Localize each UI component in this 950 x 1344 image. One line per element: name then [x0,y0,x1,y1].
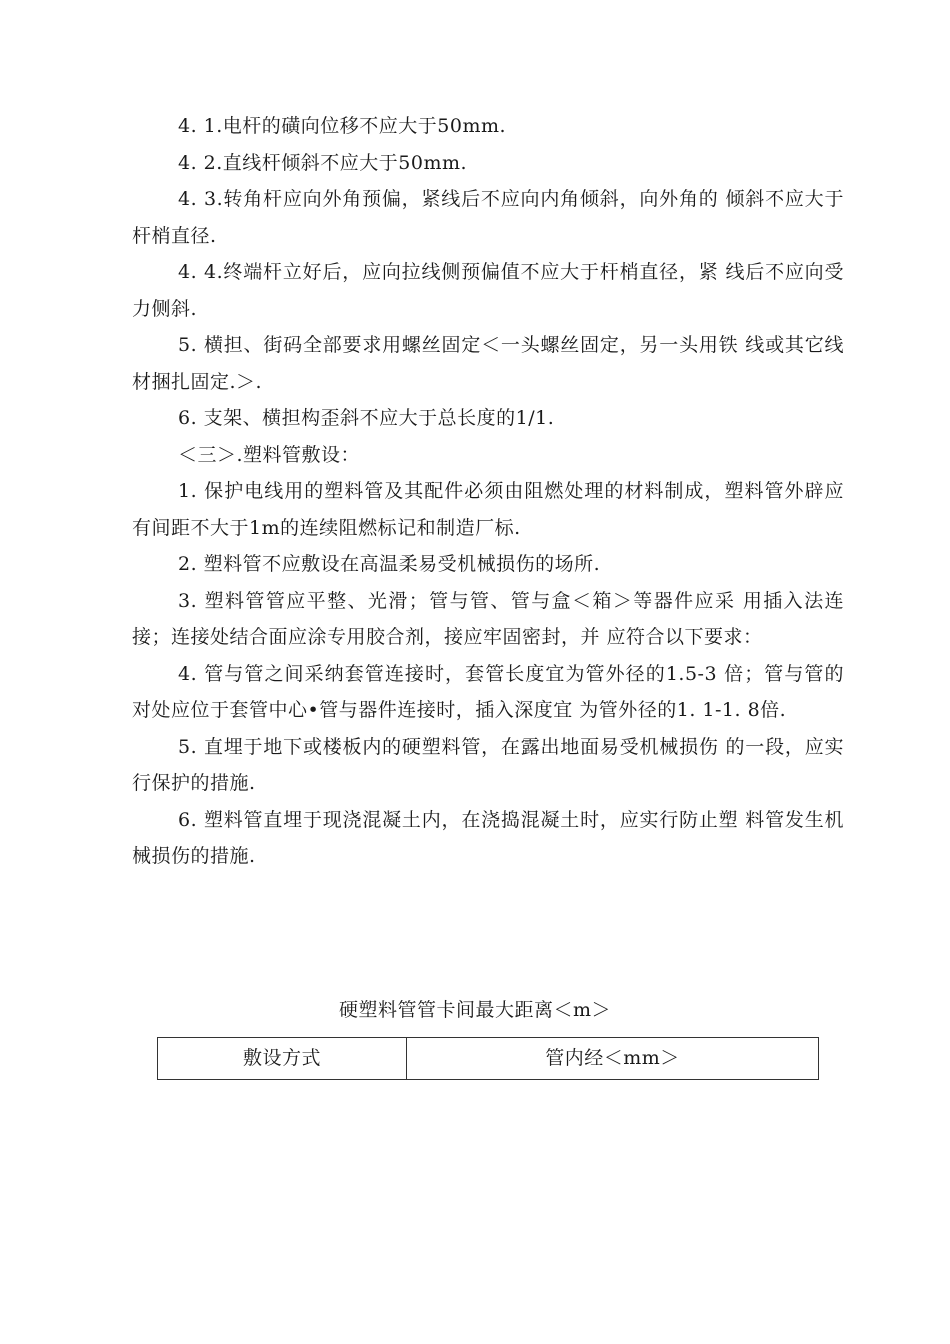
paragraph-plastic-6: 6. 塑料管直埋于现浇混凝土内，在浇捣混凝土时，应实行防止塑 料管发生机械损伤的措施. [132,808,844,867]
paragraph-4-3: 4. 3.转角杆应向外角预偏，紧线后不应向内角倾斜，向外角的 倾斜不应大于杆梢直径. [132,188,844,247]
paragraph-plastic-4: 4. 管与管之间采纳套管连接时，套管长度宜为管外径的1.5-3 倍；管与管的对处应位于套管中心•管与器件连接时，插入深度宜 为管外径的1. 1-1. 8倍. [132,662,844,721]
paragraph-plastic-2: 2. 塑料管不应敷设在高温柔易受机械损伤的场所. [178,553,601,575]
paragraph-4-1: 4. 1.电杆的磺向位移不应大于50mm. [178,115,507,137]
paragraph-plastic-5: 5. 直埋于地下或楼板内的硬塑料管，在露出地面易受机械损伤 的一段，应实行保护的措施. [132,735,844,794]
section-heading: ＜三＞.塑料管敷设： [178,443,361,466]
document-body [132,108,844,875]
table-header-cell-laying-method: 敷设方式 [158,1038,407,1080]
table-header-cell-inner-diameter: 管内经＜mm＞ [407,1038,819,1080]
paragraph-plastic-1: 1. 保护电线用的塑料管及其配件必须由阻燃处理的材料制成，塑料管外辟应有间距不大于1m的连续阻燃标记和制造厂标. [132,480,844,539]
paragraph-5: 5. 横担、街码全部要求用螺丝固定＜一头螺丝固定，另一头用铁 线或其它线材捆扎固定.＞. [132,334,844,393]
paragraph-4-2: 4. 2.直线杆倾斜不应大于50mm. [178,151,468,174]
table-header-row [158,1038,819,1080]
paragraph-plastic-3: 3. 塑料管管应平整、光滑；管与管、管与盒＜箱＞等器件应采 用插入法连接；连接处结合面应涂专用胶合剂，接应牢固密封，并 应符合以下要求： [132,589,844,648]
clip-spacing-table [157,1037,819,1080]
paragraph-6: 6. 支架、横担构歪斜不应大于总长度的1/1. [178,407,555,429]
table-title: 硬塑料管管卡间最大距离＜m＞ [338,999,612,1021]
paragraph-4-4: 4. 4.终端杆立好后，应向拉线侧预偏值不应大于杆梢直径，紧 线后不应向受力侧斜. [132,261,844,320]
